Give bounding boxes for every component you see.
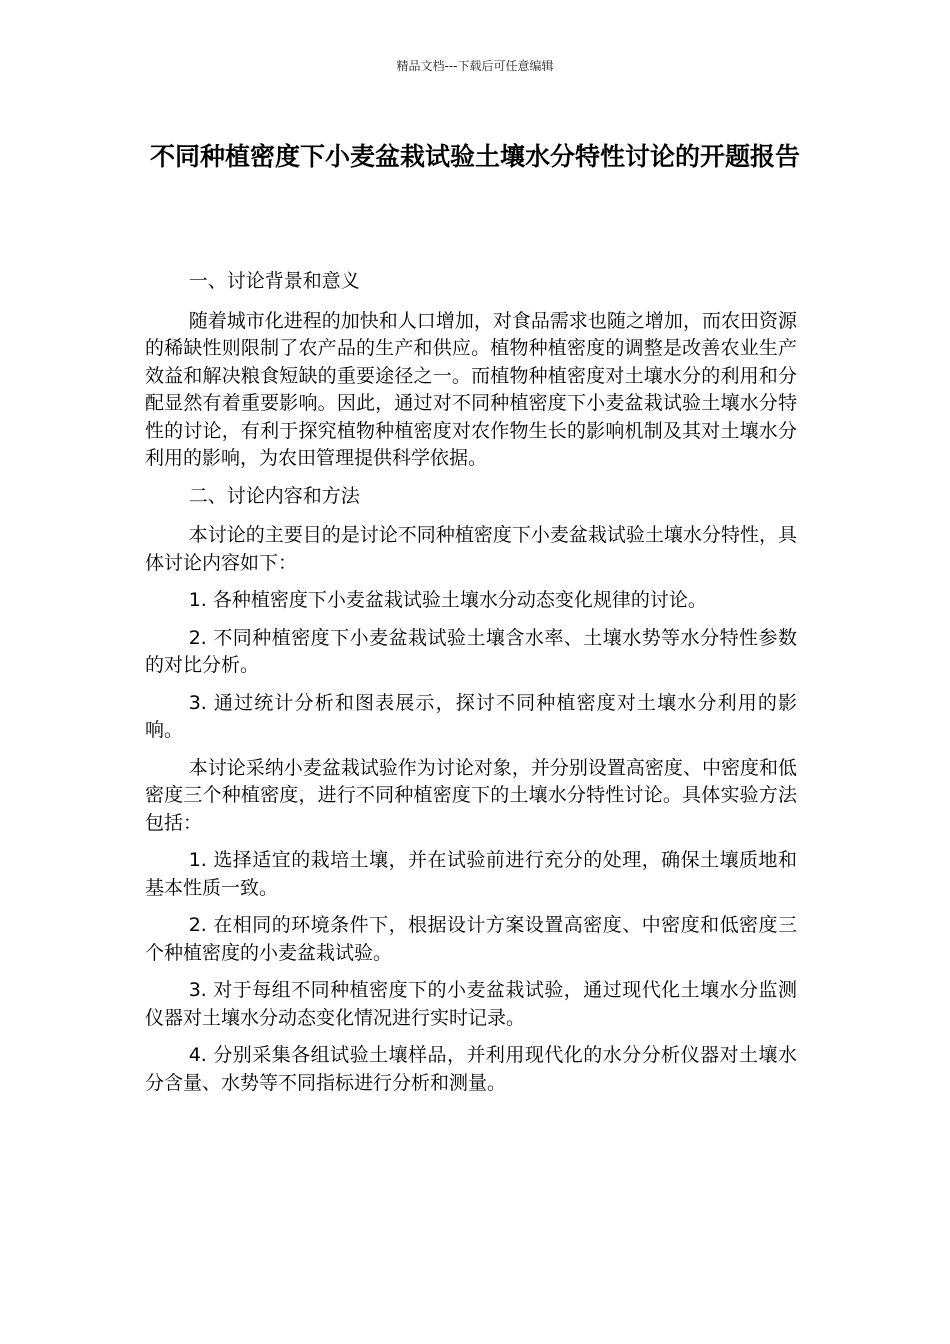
document-title: 不同种植密度下小麦盆栽试验土壤水分特性讨论的开题报告 xyxy=(149,142,800,171)
list-item-content-3: 3. 通过统计分析和图表展示，探讨不同种植密度对土壤水分利用的影响。 xyxy=(145,691,797,741)
paragraph-background: 随着城市化进程的加快和人口增加，对食品需求也随之增加，而农田资源的稀缺性则限制了农产品的生产和供应。植物种植密度的调整是改善农业生产效益和解决粮食短缺的重要途径之一。而植物种植密度对土壤水分的利用和分配显然有着重要影响。因此，通过对不同种植密度下小麦盆栽试验土壤水分特性的讨论，有利于探究植物种植密度对农作物生长的影响机制及其对土壤水分利用的影响，为农田管理提供科学依据。 xyxy=(145,309,797,469)
list-item-content-1: 1. 各种植密度下小麦盆栽试验土壤水分动态变化规律的讨论。 xyxy=(188,589,707,611)
list-item-method-3: 3. 对于每组不同种植密度下的小麦盆栽试验，通过现代化土壤水分监测仪器对土壤水分动态变化情况进行实时记录。 xyxy=(145,979,797,1029)
list-item-method-2: 2. 在相同的环境条件下，根据设计方案设置高密度、中密度和低密度三个种植密度的小麦盆栽试验。 xyxy=(145,914,797,964)
section-heading-content-methods: 二、讨论内容和方法 xyxy=(188,484,360,507)
paragraph-method-intro: 本讨论采纳小麦盆栽试验作为讨论对象，并分别设置高密度、中密度和低密度三个种植密度，进行不同种植密度下的土壤水分特性讨论。具体实验方法包括： xyxy=(145,756,797,834)
paragraph-objective: 本讨论的主要目的是讨论不同种植密度下小麦盆栽试验土壤水分特性，具体讨论内容如下： xyxy=(145,524,797,574)
page-header-note: 精品文档---下载后可任意编辑 xyxy=(396,59,554,73)
document-body xyxy=(145,268,797,1107)
section-heading-background: 一、讨论背景和意义 xyxy=(188,270,360,292)
list-item-method-1: 1. 选择适宜的栽培土壤，并在试验前进行充分的处理，确保土壤质地和基本性质一致。 xyxy=(145,849,797,899)
list-item-method-4: 4. 分别采集各组试验土壤样品，并利用现代化的水分分析仪器对土壤水分含量、水势等不同指标进行分析和测量。 xyxy=(145,1044,797,1094)
list-item-content-2: 2. 不同种植密度下小麦盆栽试验土壤含水率、土壤水势等水分特性参数的对比分析。 xyxy=(145,626,797,676)
